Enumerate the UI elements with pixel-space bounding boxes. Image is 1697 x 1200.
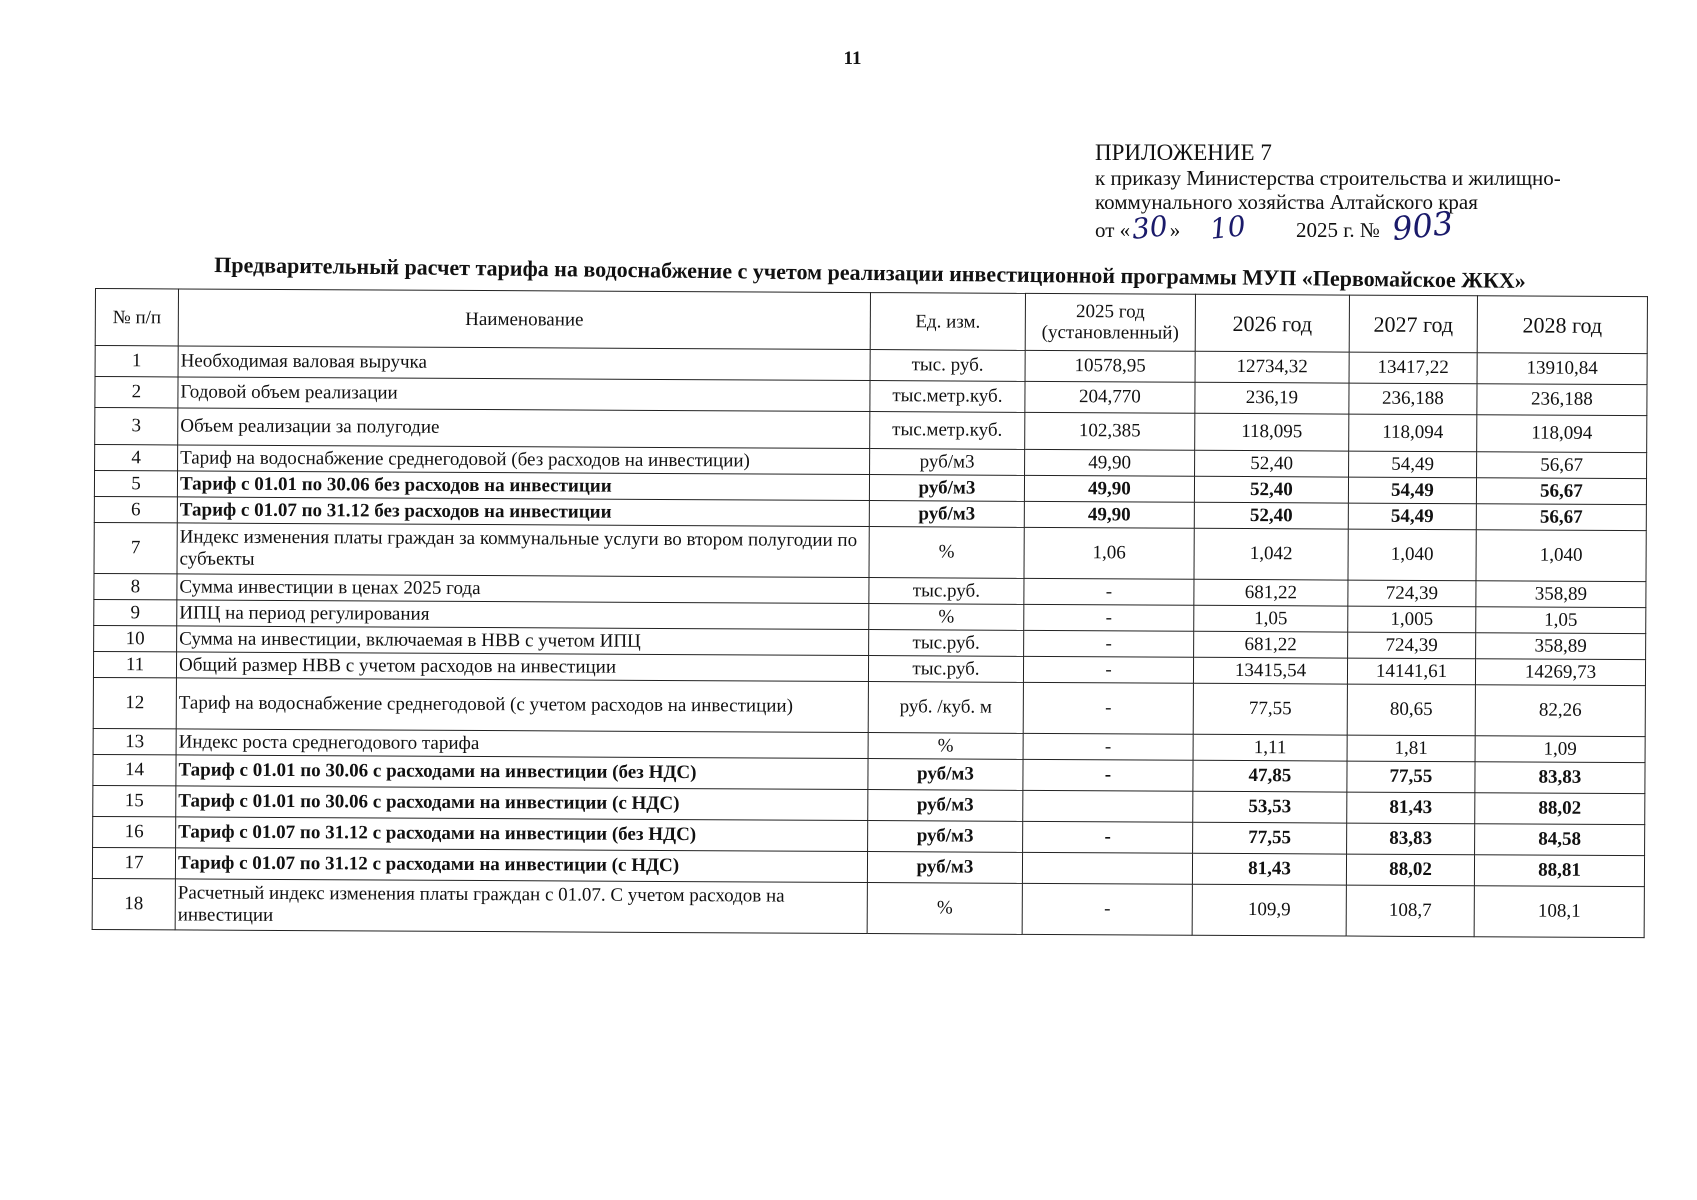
cell-unit: руб/м3: [869, 475, 1024, 502]
appendix-block: [1095, 140, 1561, 249]
cell-v2027: 83,83: [1347, 823, 1475, 855]
cell-num: 8: [94, 573, 177, 599]
cell-v2028: 13910,84: [1477, 353, 1647, 385]
cell-name: Тариф с 01.01 по 30.06 с расходами на инвестиции (без НДС): [176, 755, 868, 790]
cell-v2025: 49,90: [1024, 501, 1194, 528]
cell-v2026: 236,19: [1195, 382, 1349, 414]
cell-v2027: 54,49: [1348, 503, 1476, 530]
cell-unit: руб/м3: [867, 852, 1022, 884]
cell-name: Сумма на инвестиции, включаемая в НВВ с учетом ИПЦ: [177, 626, 869, 656]
cell-v2026: 681,22: [1194, 579, 1348, 606]
cell-num: 4: [95, 445, 178, 471]
cell-name: Расчетный индекс изменения платы граждан с 01.07. С учетом расходов на инвестиции: [175, 879, 867, 934]
cell-v2027: 80,65: [1347, 684, 1475, 736]
header-2025: [1025, 293, 1195, 351]
cell-unit: %: [869, 527, 1024, 579]
cell-v2026: 47,85: [1193, 760, 1347, 792]
cell-v2027: 1,81: [1347, 735, 1475, 762]
cell-num: 17: [92, 847, 175, 878]
cell-v2027: 54,49: [1348, 477, 1476, 504]
handwritten-order-number: 903: [1390, 203, 1455, 249]
appendix-line-1: к приказу Министерства строительства и жилищно-: [1095, 166, 1561, 190]
cell-v2027: 108,7: [1346, 885, 1474, 937]
cell-name: ИПЦ на период регулирования: [177, 600, 869, 630]
cell-name: Тариф с 01.01 по 30.06 с расходами на инвестиции (с НДС): [176, 786, 868, 821]
handwritten-month: 10: [1208, 209, 1248, 246]
cell-v2028: 1,040: [1476, 530, 1646, 582]
cell-v2026: 118,095: [1195, 413, 1349, 451]
cell-name: Тариф на водоснабжение среднегодовой (с учетом расходов на инвестиции): [176, 678, 868, 733]
cell-v2026: 81,43: [1192, 853, 1346, 885]
cell-v2025: 49,90: [1024, 475, 1194, 502]
cell-name: Объем реализации за полугодие: [178, 408, 870, 449]
cell-v2025: 1,06: [1024, 527, 1194, 579]
cell-name: Сумма инвестиции в ценах 2025 года: [177, 574, 869, 604]
cell-v2025: 49,90: [1025, 449, 1195, 476]
cell-v2027: 118,094: [1349, 414, 1477, 452]
cell-unit: руб/м3: [869, 501, 1024, 528]
cell-num: 11: [93, 651, 176, 677]
cell-unit: руб/м3: [868, 821, 1023, 853]
cell-num: 14: [93, 754, 176, 785]
appendix-title: ПРИЛОЖЕНИЕ 7: [1095, 140, 1272, 165]
cell-v2025: 102,385: [1025, 412, 1195, 450]
cell-name: Тариф с 01.07 по 31.12 без расходов на инвестиции: [177, 497, 869, 527]
cell-v2028: 83,83: [1475, 762, 1645, 794]
cell-v2026: 77,55: [1193, 683, 1347, 735]
cell-name: Тариф с 01.07 по 31.12 с расходами на инвестиции (без НДС): [176, 817, 868, 852]
cell-num: 7: [94, 522, 177, 573]
cell-v2025: -: [1023, 821, 1193, 853]
cell-v2025: 10578,95: [1025, 350, 1195, 382]
header-2025-line1: 2025 год: [1075, 301, 1145, 323]
header-name: Наименование: [178, 289, 870, 350]
handwritten-day: 30: [1130, 209, 1170, 246]
cell-v2027: 14141,61: [1347, 658, 1475, 685]
cell-name: Тариф с 01.01 по 30.06 без расходов на инвестиции: [177, 471, 869, 501]
cell-unit: тыс.руб.: [869, 630, 1024, 657]
cell-v2027: 81,43: [1347, 792, 1475, 824]
cell-name: Индекс изменения платы граждан за коммунальные услуги во втором полугодии по субъекты: [177, 523, 869, 578]
cell-v2026: 1,11: [1193, 734, 1347, 761]
cell-v2028: 236,188: [1477, 384, 1647, 416]
tariff-table-container: [92, 288, 1647, 938]
cell-unit: %: [869, 604, 1024, 631]
cell-num: 10: [94, 625, 177, 651]
cell-name: Индекс роста среднегодового тарифа: [176, 729, 868, 759]
cell-v2025: -: [1024, 578, 1194, 605]
table-header-row: [95, 289, 1647, 354]
cell-unit: тыс.руб.: [868, 656, 1023, 683]
table-row: [94, 522, 1646, 581]
cell-v2028: 1,05: [1476, 607, 1646, 634]
cell-v2026: 109,9: [1192, 884, 1346, 936]
cell-v2028: 358,89: [1476, 581, 1646, 608]
header-2025-line2: (установленный): [1041, 321, 1179, 344]
cell-unit: тыс.метр.куб.: [870, 381, 1025, 413]
cell-num: 3: [95, 408, 178, 445]
cell-v2025: [1022, 852, 1192, 884]
cell-v2028: 118,094: [1477, 415, 1647, 453]
cell-v2025: -: [1023, 733, 1193, 760]
appendix-line-2: коммунального хозяйства Алтайского края: [1095, 190, 1478, 214]
cell-v2028: 82,26: [1475, 685, 1645, 737]
cell-v2027: 724,39: [1348, 580, 1476, 607]
document-title: Предварительный расчет тарифа на водоснабжение с учетом реализации инвестиционной программы МУП «Первомайское ЖКХ»: [214, 251, 1526, 294]
header-2028: 2028 год: [1477, 296, 1647, 354]
header-unit: Ед. изм.: [870, 293, 1025, 351]
cell-unit: %: [867, 883, 1022, 935]
cell-unit: тыс.метр.куб.: [870, 412, 1025, 450]
cell-v2026: 681,22: [1194, 631, 1348, 658]
cell-num: 1: [95, 346, 178, 377]
appendix-date-prefix: от «: [1095, 218, 1131, 242]
page-number: 11: [843, 48, 862, 69]
cell-unit: тыс. руб.: [870, 350, 1025, 382]
cell-v2025: -: [1022, 883, 1192, 935]
cell-v2026: 52,40: [1194, 476, 1348, 503]
cell-v2028: 56,67: [1477, 452, 1647, 479]
cell-num: 5: [94, 471, 177, 497]
cell-num: 9: [94, 599, 177, 625]
cell-num: 6: [94, 496, 177, 522]
cell-v2028: 1,09: [1475, 736, 1645, 763]
header-2027: 2027 год: [1349, 295, 1477, 353]
cell-v2028: 88,81: [1474, 855, 1644, 887]
cell-name: Тариф на водоснабжение среднегодовой (без расходов на инвестиции): [178, 445, 870, 475]
cell-v2025: [1023, 790, 1193, 822]
cell-v2026: 52,40: [1195, 450, 1349, 477]
header-num: № п/п: [95, 289, 178, 346]
cell-num: 13: [93, 728, 176, 754]
appendix-date-line: [1095, 203, 1561, 249]
cell-num: 16: [93, 816, 176, 847]
cell-v2025: 204,770: [1025, 381, 1195, 413]
cell-v2025: -: [1023, 759, 1193, 791]
cell-unit: руб/м3: [870, 449, 1025, 476]
table-row: [92, 878, 1644, 937]
cell-unit: руб/м3: [868, 759, 1023, 791]
appendix-year-text: 2025 г. №: [1295, 218, 1380, 242]
table-row: [93, 677, 1645, 736]
cell-unit: %: [868, 733, 1023, 760]
cell-v2027: 88,02: [1346, 854, 1474, 886]
cell-v2026: 53,53: [1193, 791, 1347, 823]
cell-v2025: -: [1024, 630, 1194, 657]
cell-v2025: -: [1023, 656, 1193, 683]
cell-v2028: 14269,73: [1475, 659, 1645, 686]
cell-unit: руб/м3: [868, 790, 1023, 822]
cell-v2026: 77,55: [1193, 822, 1347, 854]
cell-v2027: 13417,22: [1349, 352, 1477, 384]
cell-num: 2: [95, 377, 178, 408]
cell-v2025: -: [1024, 604, 1194, 631]
cell-v2027: 724,39: [1348, 632, 1476, 659]
cell-v2028: 358,89: [1476, 633, 1646, 660]
appendix-quote-close: »: [1169, 218, 1181, 242]
cell-name: Годовой объем реализации: [178, 377, 870, 412]
cell-v2027: 54,49: [1349, 451, 1477, 478]
cell-unit: тыс.руб.: [869, 578, 1024, 605]
cell-num: 12: [93, 677, 176, 728]
tariff-table: [92, 288, 1648, 938]
cell-v2028: 56,67: [1476, 478, 1646, 505]
cell-v2028: 84,58: [1475, 824, 1645, 856]
cell-name: Общий размер НВВ с учетом расходов на инвестиции: [176, 652, 868, 682]
cell-num: 18: [92, 878, 175, 929]
cell-v2025: -: [1023, 682, 1193, 734]
cell-num: 15: [93, 785, 176, 816]
cell-v2027: 1,005: [1348, 606, 1476, 633]
cell-v2026: 13415,54: [1193, 657, 1347, 684]
cell-v2026: 1,042: [1194, 528, 1348, 580]
cell-v2026: 1,05: [1194, 605, 1348, 632]
cell-v2028: 88,02: [1475, 793, 1645, 825]
cell-v2027: 1,040: [1348, 529, 1476, 581]
cell-name: Тариф с 01.07 по 31.12 с расходами на инвестиции (с НДС): [175, 848, 867, 883]
cell-v2027: 77,55: [1347, 761, 1475, 793]
cell-unit: руб. /куб. м: [868, 682, 1023, 734]
cell-v2028: 56,67: [1476, 504, 1646, 531]
cell-v2028: 108,1: [1474, 886, 1644, 938]
cell-v2027: 236,188: [1349, 383, 1477, 415]
table-body: [92, 346, 1647, 938]
cell-name: Необходимая валовая выручка: [178, 346, 870, 381]
header-2026: 2026 год: [1195, 294, 1349, 352]
cell-v2026: 52,40: [1194, 502, 1348, 529]
cell-v2026: 12734,32: [1195, 351, 1349, 383]
